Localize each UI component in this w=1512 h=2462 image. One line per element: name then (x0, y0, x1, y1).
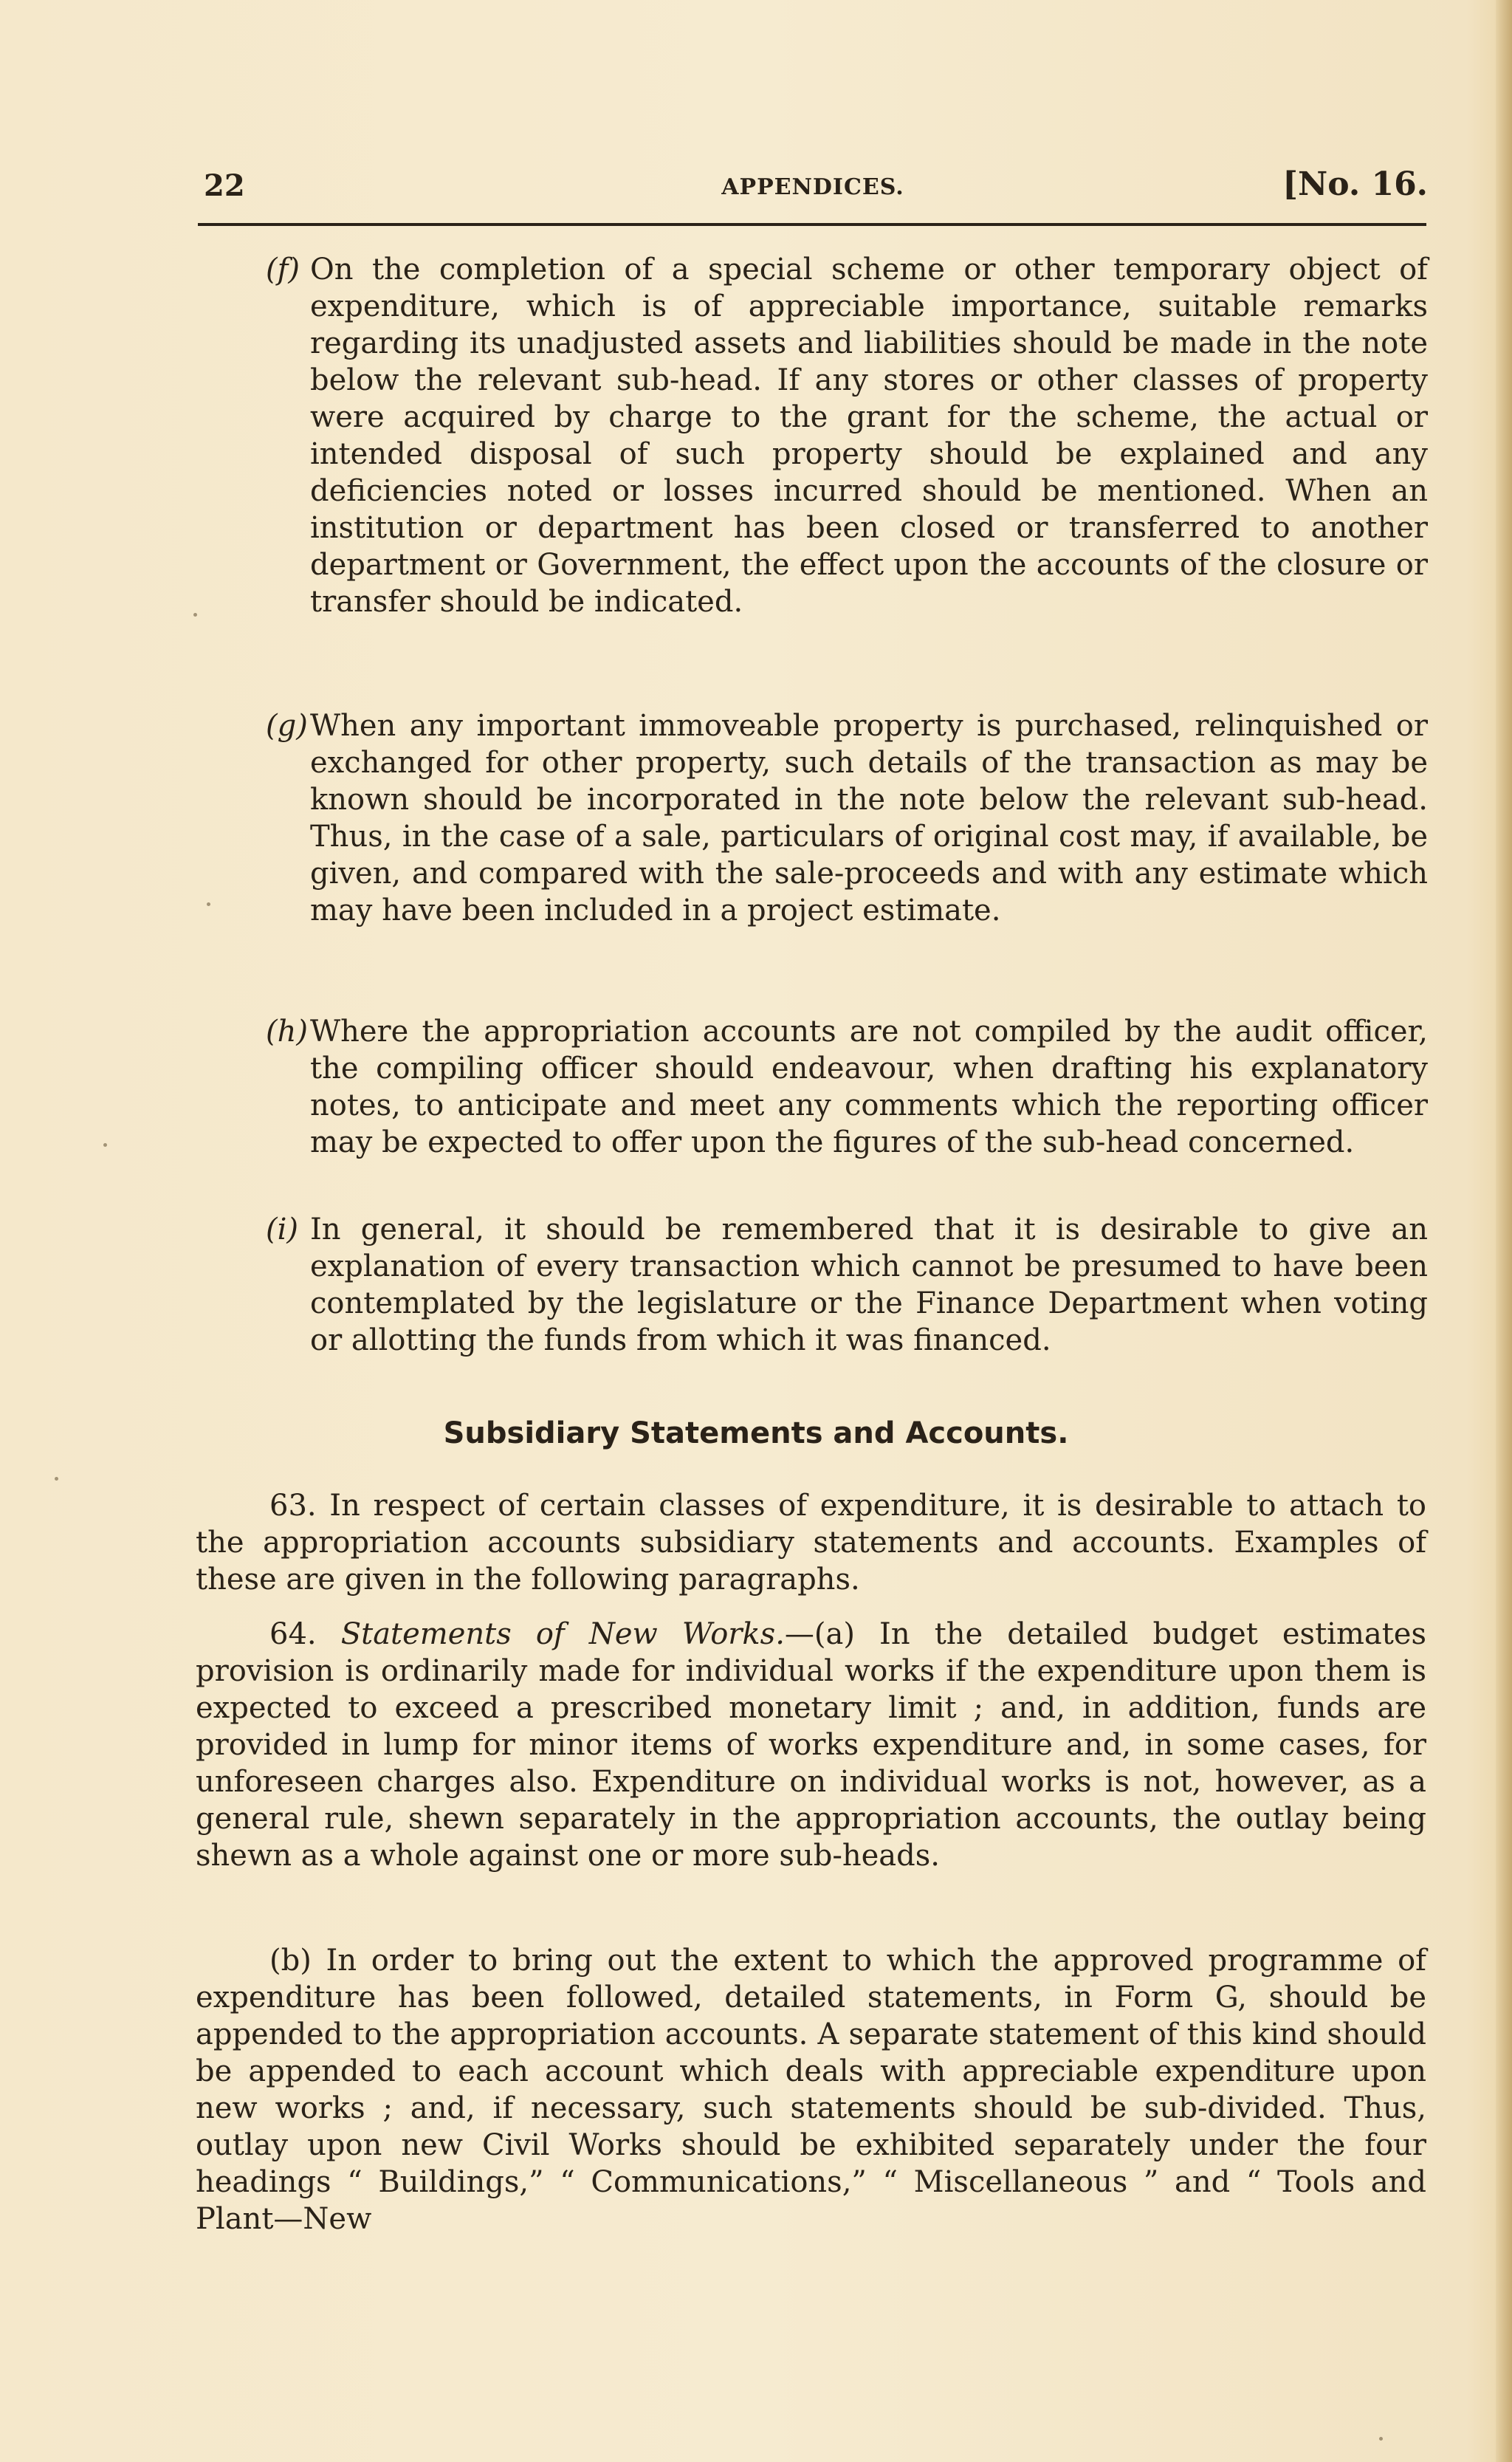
document-number: [No. 16. (1282, 165, 1428, 203)
subpara-text: When any important immoveable property is purchased, relinquished or exchanged for other property, such details of the transaction as may be known should be incorporated in the note below the relevant sub-head. Thus, in the case of a sale, particulars of original cost may, if available, be given, and compared with the sale-proceeds and with any estimate which may have been included in a project estimate. (310, 709, 1428, 927)
subpara-label: (f) (266, 253, 300, 287)
subpara-label: (i) (266, 1213, 299, 1247)
running-head: APPENDICES. (721, 174, 904, 200)
paragraph-64a-text: —(a) In the detailed budget estimates provision is ordinarily made for individual works if the expenditure upon them is expected to exceed a prescribed monetary limit ; and, in addition, funds are provided in lump for minor items of works expenditure and, in some cases, for unforeseen charges also. Expenditure on individual works is not, however, as a general rule, shewn separately in the appropriation accounts, the outlay being shewn as a whole against one or more sub-heads. (196, 1617, 1426, 1873)
header-rule (198, 223, 1426, 226)
subpara-g (266, 707, 1428, 929)
page-header (198, 161, 1428, 205)
paragraph-64-number: 64. (269, 1617, 317, 1651)
page-edge-shadow (1496, 0, 1512, 2462)
paragraph-64b-text: (b) In order to bring out the extent to which the approved programme of expenditure has been followed, detailed statements, in Form G, should be appended to the appropriation accounts. A separate statement of this kind should be appended to each account which deals with appreciable expenditure upon new works ; and, if necessary, such statements should be sub-divided. Thus, outlay upon new Civil Works should be exhibited separately under the four headings “ Buildings,” “ Communications,” “ Miscellaneous ” and “ Tools and Plant—New (196, 1944, 1426, 2236)
paragraph-63-text: 63. In respect of certain classes of expenditure, it is desirable to attach to the appropriation accounts subsidiary statements and accounts. Examples of these are given in the following paragraphs. (196, 1489, 1426, 1597)
section-heading: Subsidiary Statements and Accounts. (443, 1416, 1069, 1450)
subpara-f (266, 251, 1428, 620)
subpara-h (266, 1013, 1428, 1161)
paragraph-63 (196, 1487, 1426, 1598)
subpara-text: On the completion of a special scheme or other temporary object of expenditure, which is of appreciable importance, suitable remarks regarding its unadjusted assets and liabilities should be made in the note below the relevant sub-head. If any stores or other classes of property were acquired by charge to the grant for the scheme, the actual or intended disposal of such property should be explained and any deficiencies noted or losses incurred should be mentioned. When an institution or department has been closed or transferred to another department or Government, the effect upon the accounts of the closure or transfer should be indicated. (310, 253, 1428, 619)
subpara-text: Where the appropriation accounts are not compiled by the audit officer, the compiling officer should endeavour, when drafting his explanatory notes, to anticipate and meet any comments which the reporting officer may be expected to offer upon the figures of the sub-head concerned. (310, 1015, 1428, 1159)
subpara-label: (h) (266, 1015, 308, 1049)
subpara-label: (g) (266, 709, 308, 743)
subpara-i (266, 1211, 1428, 1359)
page-number: 22 (204, 168, 245, 203)
subpara-text: In general, it should be remembered that it is desirable to give an explanation of every transaction which cannot be presumed to have been contemplated by the legislature or the Finance Department when voting or allotting the funds from which it was financed. (310, 1213, 1428, 1357)
paragraph-64-title: Statements of New Works. (340, 1617, 785, 1651)
paragraph-64b (196, 1942, 1426, 2238)
paragraph-64a (196, 1616, 1426, 1874)
